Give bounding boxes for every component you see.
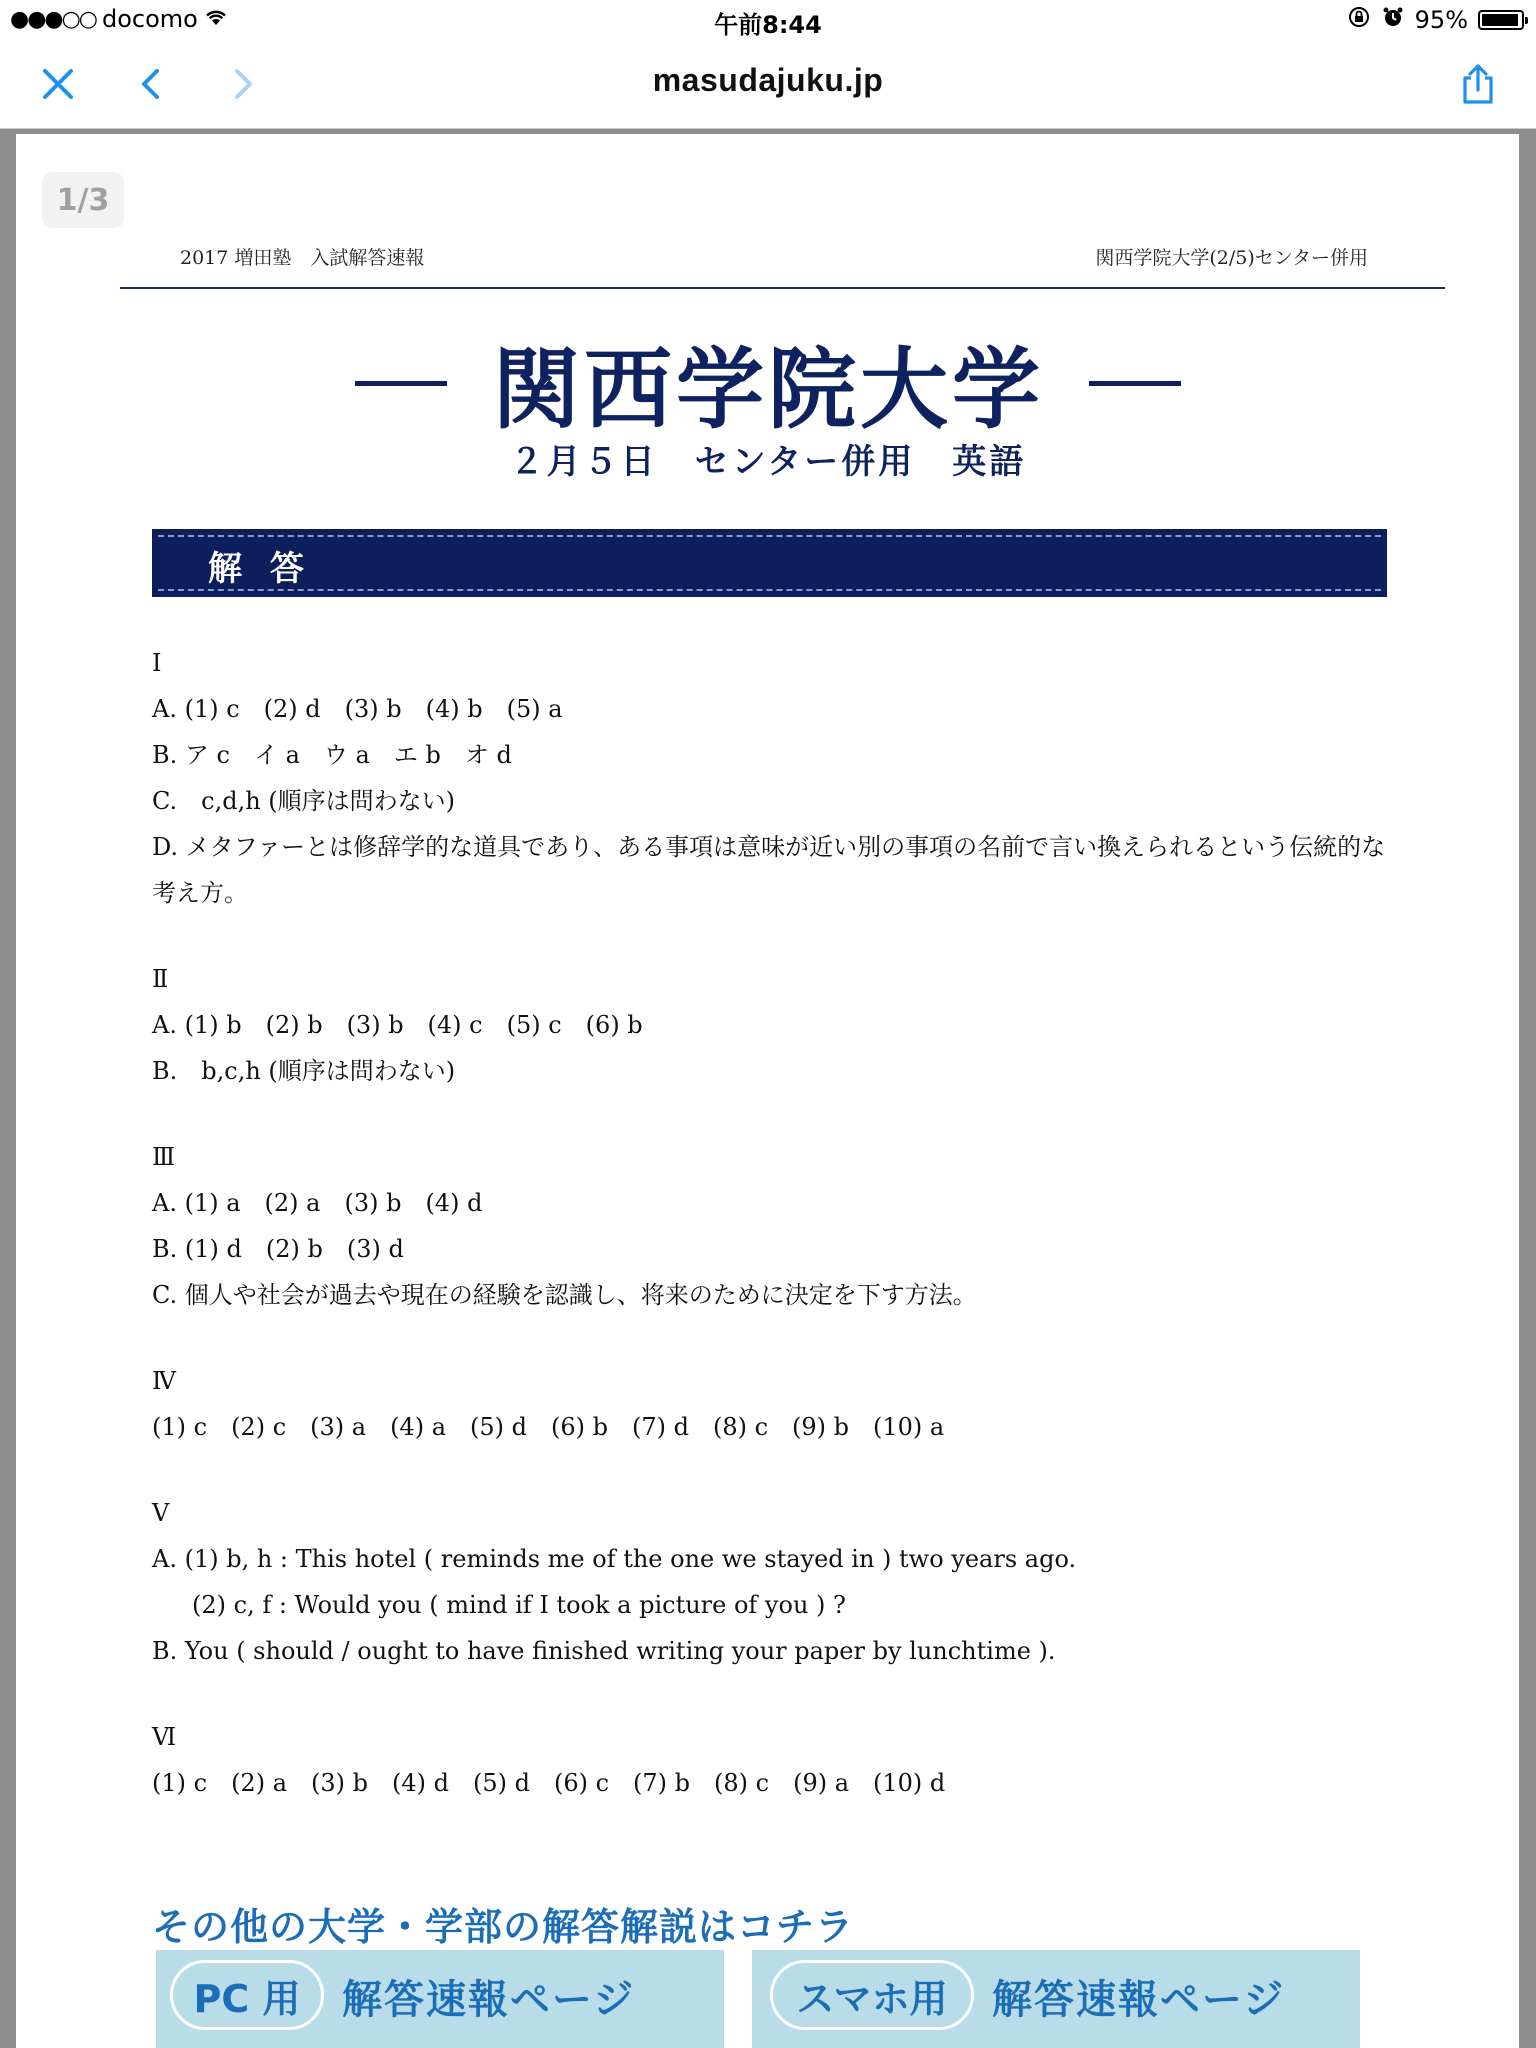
answer-line: A. (1) b, h : This hotel ( reminds me of the one we stayed in ) two years ago. — [152, 1545, 1077, 1573]
answer-line: B. (1) d (2) b (3) d — [152, 1235, 404, 1263]
answer-line: A. (1) c (2) d (3) b (4) b (5) a — [152, 695, 563, 723]
doc-subtitle: ２月５日 センター併用 英語 — [509, 442, 1027, 482]
share-icon — [1458, 62, 1498, 106]
page-title: masudajuku.jp — [652, 62, 884, 98]
smartphone-pill: スマホ用 — [770, 1960, 974, 2030]
section-numeral: Ⅱ — [152, 965, 169, 993]
battery-percent: 95% — [1414, 6, 1468, 34]
orientation-lock-icon — [1347, 5, 1371, 35]
battery-icon — [1478, 10, 1524, 30]
answer-line: (1) c (2) a (3) b (4) d (5) d (6) c (7) b (8) c (9) a (10) d — [152, 1769, 946, 1797]
answer-line: (2) c, f : Would you ( mind if I took a picture of you ) ? — [192, 1591, 846, 1619]
battery-fill — [1482, 14, 1518, 26]
answer-line: A. (1) b (2) b (3) b (4) c (5) c (6) b — [152, 1011, 643, 1039]
answer-line: (1) c (2) c (3) a (4) a (5) d (6) b (7) d (8) c (9) b (10) a — [152, 1413, 945, 1441]
doc-header-left: 2017 増田塾 入試解答速報 — [180, 247, 425, 269]
status-bar — [0, 0, 1536, 40]
page-indicator: 1/3 — [42, 172, 124, 228]
pc-pill: PC 用 — [170, 1960, 324, 2030]
pc-link-text: 解答速報ページ — [342, 1977, 636, 2023]
status-time: 午前8:44 — [714, 11, 822, 39]
carrier-name: docomo — [101, 5, 198, 33]
answer-line: B. ア c イ a ウ a エ b オ d — [152, 741, 512, 769]
signal-icon: ●●●○○ — [10, 6, 96, 32]
pc-answers-link[interactable] — [156, 1950, 724, 2048]
section-numeral: Ⅰ — [152, 649, 162, 677]
answer-line: B. You ( should / ought to have finished writing your paper by lunchtime ). — [152, 1637, 1056, 1665]
banner-dash-bottom — [158, 589, 1381, 591]
alarm-icon — [1381, 5, 1405, 35]
answers-banner — [152, 529, 1387, 597]
doc-title-block — [0, 320, 1536, 446]
answer-line: D. メタファーとは修辞学的な道具であり、ある事項は意味が近い別の事項の名前で言い換えられるという伝統的な考え方。 — [152, 833, 1386, 907]
answer-line: A. (1) a (2) a (3) b (4) d — [152, 1189, 483, 1217]
section-numeral: Ⅴ — [152, 1499, 170, 1527]
title-dash-right — [1089, 381, 1181, 386]
section-numeral: Ⅵ — [152, 1723, 177, 1751]
answer-line: C. c,d,h (順序は問わない) — [152, 787, 456, 815]
section-numeral: Ⅲ — [152, 1143, 176, 1171]
header-rule — [120, 287, 1445, 289]
status-right — [1347, 5, 1524, 35]
doc-title: 関西学院大学 — [491, 337, 1044, 441]
answer-line: B. b,c,h (順序は問わない) — [152, 1057, 456, 1085]
smartphone-answers-link[interactable] — [752, 1950, 1360, 2048]
nav-bar — [0, 40, 1536, 129]
section-numeral: Ⅳ — [152, 1367, 176, 1395]
title-dash-left — [355, 381, 447, 386]
answers-body — [152, 640, 1402, 1806]
answer-line: C. 個人や社会が過去や現在の経験を認識し、将来のために決定を下す方法。 — [152, 1281, 977, 1309]
answers-heading: 解 答 — [208, 549, 312, 589]
banner-dash-top — [158, 535, 1381, 537]
promo-heading: その他の大学・学部の解答解説はコチラ — [152, 1905, 855, 1949]
smartphone-link-text: 解答速報ページ — [992, 1977, 1286, 2023]
share-button[interactable] — [1452, 58, 1504, 110]
doc-header-right: 関西学院大学(2/5)センター併用 — [1095, 247, 1368, 269]
